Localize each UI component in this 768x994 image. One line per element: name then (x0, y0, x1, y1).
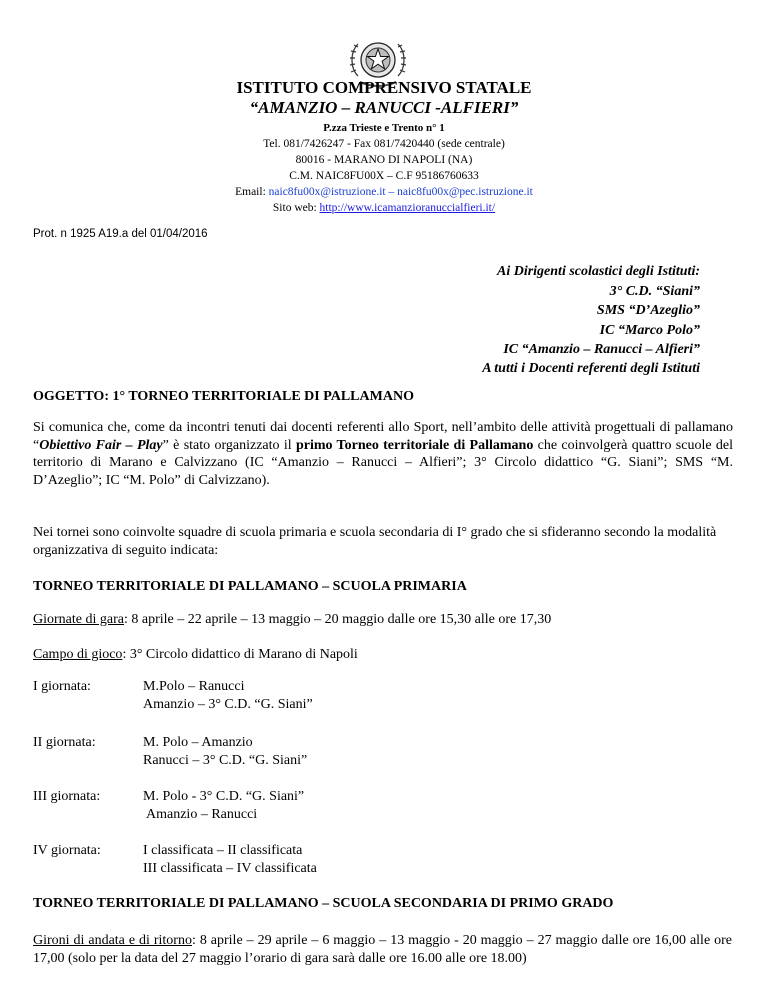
recipients-line: Ai Dirigenti scolastici degli Istituti: (496, 264, 700, 279)
secondary-rounds (33, 932, 732, 967)
round-label: II giornata: (33, 735, 96, 750)
recipients-teachers: A tutti i Docenti referenti degli Istituti (482, 361, 700, 376)
school-email (0, 186, 768, 198)
recipients-line: 3° C.D. “Siani” (609, 283, 700, 299)
school-address: P.zza Trieste e Trento n° 1 (323, 122, 445, 134)
round-label: I giornata: (33, 679, 91, 694)
intro-text-c: che coinvolgerà quattro scuole del territorio di Marano e Calvizzano (IC “Amanzio – Ranucci – Alfieri”; 3° Circolo didattico “G. Siani”; SMS “M. D’Azeglio”; IC “M. Polo” di Calvizzano). (33, 437, 733, 488)
school-name: ISTITUTO COMPRENSIVO STATALE (236, 78, 532, 97)
website-link[interactable]: http://www.icamanzioranuccialfieri.it/ (319, 202, 496, 214)
intro-paragraph (33, 419, 733, 489)
intro-text-a: Si comunica che, come da incontri tenuti dai docenti referenti allo Sport, nell’ambito delle attività progettuali di pallamano “ (33, 420, 733, 453)
primary-dates (33, 612, 733, 628)
primary-dates-label: Giornate di gara (33, 612, 124, 627)
secondary-rounds-text: : 8 aprile – 29 aprile – 6 maggio – 13 maggio - 20 maggio – 27 maggio dalle ore 16,00 alle ore 17,00 (solo per la data del 27 maggio l’orario di gara sarà dalle ore 16.00 alle ore 18.00) (33, 933, 732, 966)
recipients-line: IC “Marco Polo” (599, 322, 700, 338)
round-match: M. Polo – Amanzio (143, 735, 253, 750)
secondary-rounds-label: Gironi di andata e di ritorno (33, 933, 192, 948)
secondary-heading: TORNEO TERRITORIALE DI PALLAMANO – SCUOLA SECONDARIA DI PRIMO GRADO (33, 896, 614, 911)
website-label: Sito web: (272, 202, 317, 214)
round-match: I classificata – II classificata (143, 843, 303, 858)
round-label: IV giornata: (33, 843, 101, 858)
round-match: Amanzio – 3° C.D. “G. Siani” (143, 697, 313, 712)
school-codes: C.M. NAIC8FU00X – C.F 95186760633 (289, 170, 479, 182)
protocol-number: Prot. n 1925 A19.a del 01/04/2016 (33, 228, 208, 240)
school-phone: Tel. 081/7426247 - Fax 081/7420440 (sede centrale) (263, 138, 505, 150)
primary-heading: TORNEO TERRITORIALE DI PALLAMANO – SCUOLA PRIMARIA (33, 579, 467, 594)
project-name: Obiettivo Fair – Play (39, 437, 163, 453)
email-link-primary[interactable]: naic8fu00x@istruzione.it (268, 186, 386, 198)
intro-text-b: ” è stato organizzato il (162, 437, 296, 453)
recipients-block (497, 262, 700, 360)
round-match: M. Polo - 3° C.D. “G. Siani” (143, 789, 305, 804)
school-subtitle: “AMANZIO – RANUCCI -ALFIERI” (249, 98, 519, 117)
round-match: Ranucci – 3° C.D. “G. Siani” (143, 753, 308, 768)
primary-dates-text: : 8 aprile – 22 aprile – 13 maggio – 20 maggio dalle ore 15,30 alle ore 17,30 (123, 612, 552, 627)
recipients-line: IC “Amanzio – Ranucci – Alfieri” (503, 342, 700, 357)
email-label: Email: (235, 186, 266, 198)
round-match: III classificata – IV classificata (143, 861, 317, 876)
primary-field-text: : 3° Circolo didattico di Marano di Napoli (122, 647, 358, 662)
school-city: 80016 - MARANO DI NAPOLI (NA) (295, 154, 473, 166)
email-link-pec[interactable]: naic8fu00x@pec.istruzione.it (397, 186, 533, 198)
primary-field (33, 647, 733, 663)
second-paragraph: Nei tornei sono coinvolte squadre di scuola primaria e scuola secondaria di I° grado che si sfideranno secondo la modalità organizzativa di seguito indicata: (33, 525, 717, 558)
school-website (0, 202, 768, 214)
round-label: III giornata: (33, 789, 101, 804)
email-separator: – (388, 186, 395, 198)
round-match: M.Polo – Ranucci (143, 679, 245, 694)
subject-line: OGGETTO: 1° TORNEO TERRITORIALE DI PALLAMANO (33, 389, 414, 404)
primary-field-label: Campo di gioco (33, 647, 123, 662)
tournament-name: primo Torneo territoriale di Pallamano (295, 437, 534, 453)
round-match: Amanzio – Ranucci (146, 807, 258, 822)
recipients-line: SMS “D’Azeglio” (596, 303, 700, 318)
